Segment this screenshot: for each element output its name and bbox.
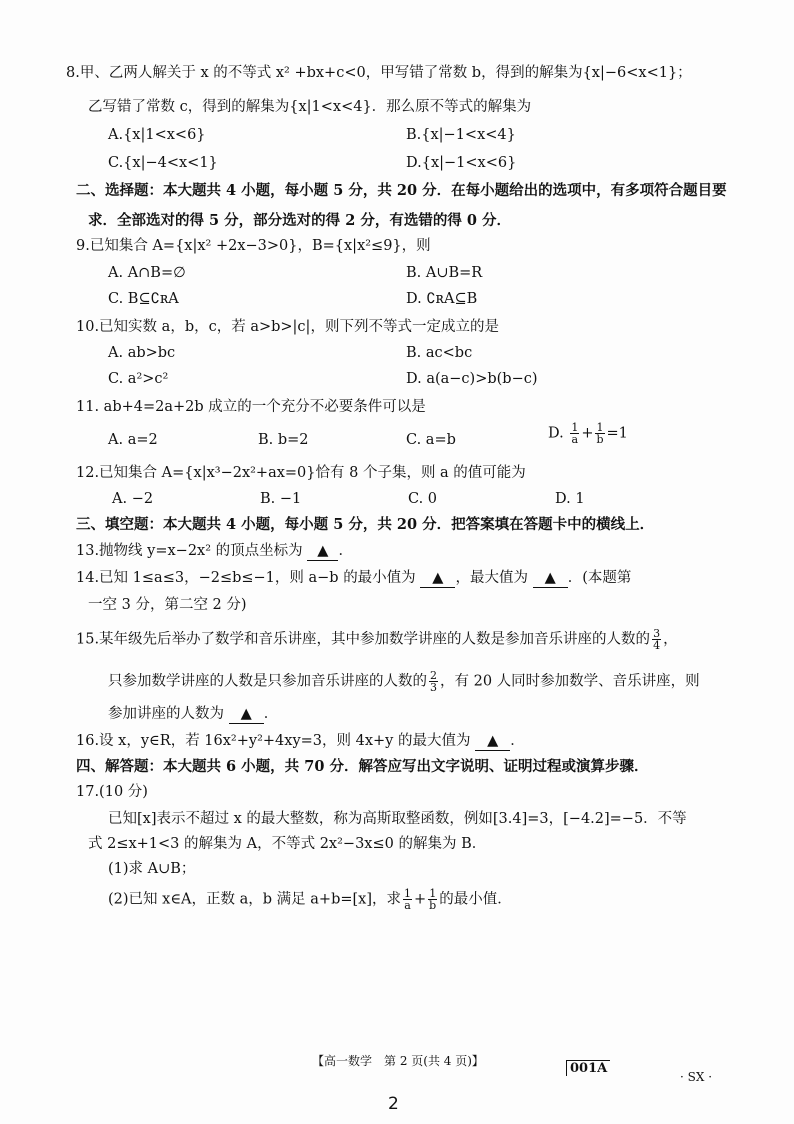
q9-option-c: C. B⊆∁ʀA — [108, 291, 179, 307]
q15-text1: 15.某年级先后举办了数学和音乐讲座，其中参加数学讲座的人数是参加音乐讲座的人数的 — [76, 631, 651, 648]
q17-para2: 式 2≤x+1<3 的解集为 A，不等式 2x²−3x≤0 的解集为 B． — [88, 836, 487, 852]
q11-option-a: A. a=2 — [108, 432, 158, 448]
q11-d-plus: + — [581, 425, 594, 442]
page-footer-label: 【高一数学 第 2 页(共 4 页)】 — [312, 1054, 484, 1068]
q8-line1: 8.甲、乙两人解关于 x 的不等式 x² +bx+c<0，甲写错了常数 b，得到的解集为{x|−6<x<1}； — [66, 65, 692, 81]
q11-d-frac-a-num: 1 — [571, 421, 579, 434]
q15-f1-num: 3 — [653, 627, 661, 640]
q10-option-a: A. ab>bc — [108, 345, 176, 361]
q15-line3 — [108, 705, 278, 724]
q11-text: 11. ab+4=2a+2b 成立的一个充分不必要条件可以是 — [76, 399, 426, 415]
q14-answer-blank-1[interactable]: ▲ — [420, 569, 455, 588]
q16-text: 16.设 x，y∈R，若 16x²+y²+4xy=3，则 4x+y 的最大值为 — [76, 733, 471, 749]
q10-option-b: B. ac<bc — [406, 345, 473, 361]
q15-line1 — [76, 628, 678, 651]
q17-sub2-end: 的最小值． — [439, 891, 512, 908]
q17-sub2-text: (2)已知 x∈A，正数 a，b 满足 a+b=[x]，求 — [108, 891, 402, 908]
q13-end: ． — [338, 543, 353, 559]
q8-option-b: B.{x|−1<x<4} — [406, 127, 516, 143]
q15-fraction-2-3 — [429, 670, 438, 693]
q16-end: ． — [510, 733, 525, 749]
section2-heading-cont: 求．全部选对的得 5 分，部分选对的得 2 分，有选错的得 0 分． — [88, 212, 512, 229]
q15-f2-den: 3 — [430, 681, 437, 694]
q14-line2: 一空 3 分，第二空 2 分) — [88, 597, 247, 613]
q15-end1: ， — [663, 631, 678, 648]
q17-fb-num: 1 — [429, 887, 437, 900]
q15-text2: 只参加数学讲座的人数是只参加音乐讲座的人数的 — [108, 673, 427, 690]
q14-text: 14.已知 1≤a≤3，−2≤b≤−1，则 a−b 的最小值为 — [76, 570, 416, 586]
q12-option-c: C. 0 — [408, 491, 438, 507]
q15-text3: 参加讲座的人数为 — [108, 706, 224, 722]
q15-answer-blank[interactable]: ▲ — [229, 705, 264, 724]
section3-heading: 三、填空题：本大题共 4 小题，每小题 5 分，共 20 分．把答案填在答题卡中的横线上． — [76, 516, 655, 533]
q17-para1: 已知[x]表示不超过 x 的最大整数，称为高斯取整函数，例如[3.4]=3，[−4.2]=−5．不等 — [108, 811, 687, 827]
q12-option-a: A. −2 — [112, 491, 154, 507]
q17-fb-den: b — [429, 899, 437, 912]
section4-heading: 四、解答题：本大题共 6 小题，共 70 分．解答应写出文字说明、证明过程或演算步骤． — [76, 758, 649, 775]
q17-head: 17.(10 分) — [76, 784, 148, 800]
q11-d-fraction-b — [595, 422, 604, 445]
q14-answer-blank-2[interactable]: ▲ — [533, 569, 568, 588]
q15-f2-num: 2 — [430, 669, 437, 682]
q16 — [76, 732, 525, 751]
q11-option-b: B. b=2 — [258, 432, 309, 448]
q15-text2b: ，有 20 人同时参加数学、音乐讲座，则 — [440, 673, 700, 690]
q17-plus: + — [414, 891, 427, 908]
q11-d-frac-b-den: b — [596, 433, 604, 446]
q9-option-b: B. A∪B=R — [406, 265, 483, 281]
q17-fa-num: 1 — [404, 887, 412, 900]
q10-option-d: D. a(a−c)>b(b−c) — [406, 371, 538, 387]
q11-d-frac-a-den: a — [571, 433, 579, 446]
q10-option-c: C. a²>c² — [108, 371, 169, 387]
page-number: 2 — [388, 1094, 399, 1114]
q8-line2: 乙写错了常数 c，得到的解集为{x|1<x<4}．那么原不等式的解集为 — [88, 99, 532, 115]
q12-option-b: B. −1 — [260, 491, 302, 507]
section2-heading: 二、选择题：本大题共 4 小题，每小题 5 分，共 20 分．在每小题给出的选项中，有多项符合题目要 — [76, 182, 727, 199]
q17-fa-den: a — [404, 899, 411, 912]
q10-text: 10.已知实数 a，b，c，若 a>b>|c|，则下列不等式一定成立的是 — [76, 319, 499, 335]
q8-option-a: A.{x|1<x<6} — [108, 127, 206, 143]
q9-option-d: D. ∁ʀA⊆B — [406, 291, 478, 307]
q11-d-frac-b-num: 1 — [596, 421, 604, 434]
q13 — [76, 542, 353, 561]
q14-mid: ，最大值为 — [455, 570, 528, 586]
q12-option-d: D. 1 — [555, 491, 585, 507]
q11-option-d — [548, 422, 628, 445]
q17-fraction-1-b — [428, 888, 437, 911]
q15-f1-den: 4 — [653, 639, 661, 652]
q15-line2 — [108, 670, 700, 693]
q11-option-c: C. a=b — [406, 432, 456, 448]
q14-tail: ．(本题第 — [567, 570, 632, 586]
subject-mark: · SX · — [680, 1070, 713, 1084]
q14-line1 — [76, 569, 631, 588]
q11-d-fraction-a — [570, 422, 579, 445]
q15-fraction-3-4 — [652, 628, 661, 651]
q8-option-d: D.{x|−1<x<6} — [406, 155, 517, 171]
q11-d-prefix: D. — [548, 425, 564, 442]
q8-option-c: C.{x|−4<x<1} — [108, 155, 218, 171]
q12-text: 12.已知集合 A={x|x³−2x²+ax=0}恰有 8 个子集，则 a 的值可能为 — [76, 465, 526, 481]
q9-option-a: A. A∩B=∅ — [108, 265, 186, 281]
q17-sub1: (1)求 A∪B； — [108, 861, 196, 877]
q11-d-eq: =1 — [606, 425, 628, 442]
q13-text: 13.抛物线 y=x−2x² 的顶点坐标为 — [76, 543, 303, 559]
q17-sub2 — [108, 888, 512, 911]
q16-answer-blank[interactable]: ▲ — [475, 732, 510, 751]
q15-end3: ． — [263, 706, 279, 722]
q9-text: 9.已知集合 A={x|x² +2x−3>0}，B={x|x²≤9}，则 — [76, 238, 431, 254]
q17-fraction-1-a — [403, 888, 412, 911]
paper-code-stamp: 001A — [566, 1060, 610, 1076]
q13-answer-blank[interactable]: ▲ — [307, 542, 338, 561]
